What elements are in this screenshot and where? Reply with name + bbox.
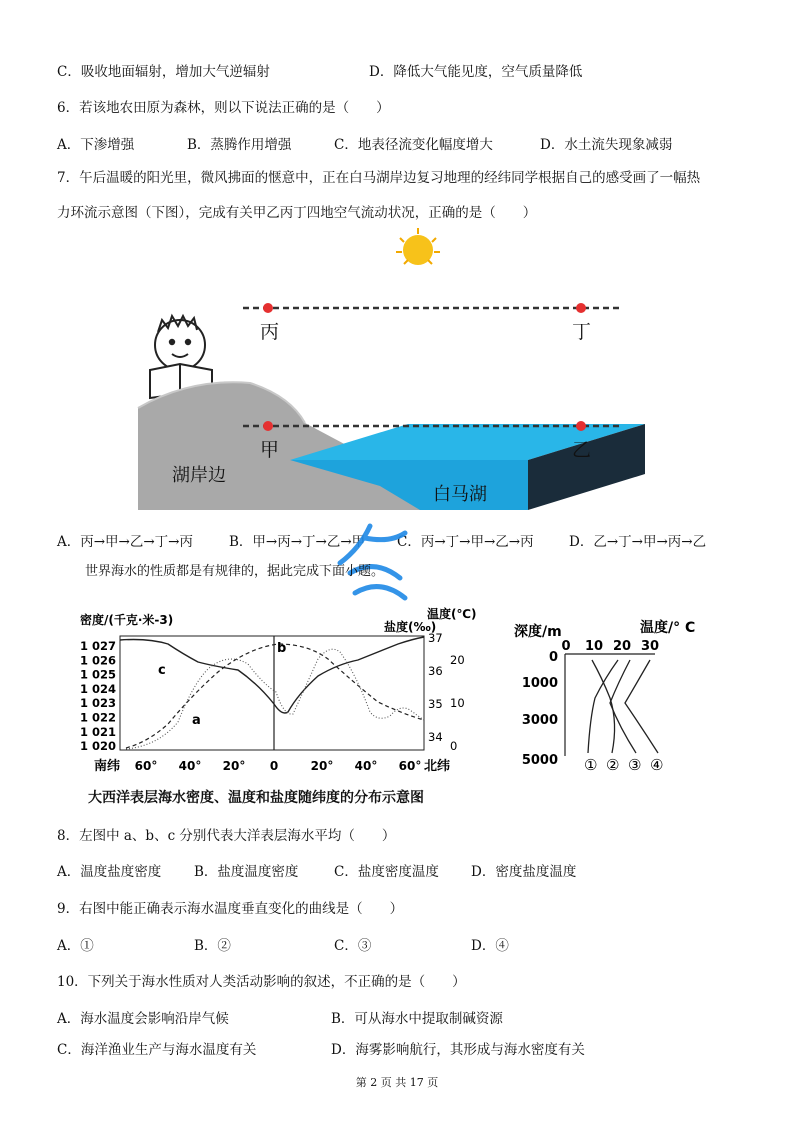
q10-option-d: D．海雾影响航行，其形成与海水密度有关 [331,1042,585,1058]
temperature-tick: 0 [450,739,458,753]
curve-b-label: b [277,641,287,656]
temp-axis-label: 温度(℃) [427,607,477,621]
x-tick: 0 [269,759,279,773]
curve-label: ③ [628,756,642,774]
q8-option-c: C．盐度密度温度 [334,864,439,880]
depth-chart-temp-tick: 10 [584,639,604,654]
x-left-label: 南纬 [94,759,121,774]
curve-b-line [126,644,424,748]
q9-option-b: B．② [194,938,231,954]
density-tick: 1 024 [80,681,117,696]
x-right-label: 北纬 [424,759,451,774]
q8-option-b: B．盐度温度密度 [194,864,299,880]
temperature-depth-chart [510,608,720,778]
depth-tick: 0 [548,650,558,665]
label-jia: 甲 [260,439,280,461]
point-ding [576,303,586,313]
depth-tick: 5000 [521,753,558,768]
label-ding: 丁 [572,321,592,343]
q9-option-a: A．① [57,938,94,954]
label-shore: 湖岸边 [172,465,226,486]
density-tick: 1 023 [80,696,117,711]
x-tick: 40° [178,759,202,773]
x-tick: 20° [310,759,334,773]
salinity-tick: 35 [428,697,443,711]
depth-tick: 1000 [521,676,558,691]
chart-frame [120,636,424,750]
curve-a-line [126,649,424,749]
temperature-tick: 10 [450,696,465,710]
q6-option-d: D．水土流失现象减弱 [540,137,673,153]
q10-stem: 10．下列关于海水性质对人类活动影响的叙述，不正确的是（ ） [57,974,466,990]
depth-chart-temp-tick: 30 [640,639,660,654]
temperature-tick: 20 [450,653,465,667]
density-tick: 1 020 [80,739,117,754]
q5-option-d: D．降低大气能见度，空气质量降低 [369,64,583,80]
point-yi [576,421,586,431]
salinity-axis-label: 盐度(‰) [384,620,437,634]
temp3-axis-label: 温度/° C [640,620,696,636]
label-lake: 白马湖 [433,484,487,505]
curve-label: ④ [650,756,664,774]
q6-stem: 6．若该地农田原为森林，则以下说法正确的是（ ） [57,100,390,116]
depth-axis-label: 深度/m [514,624,562,640]
density-tick: 1 027 [80,639,117,653]
label-yi: 乙 [572,439,592,461]
density-tick: 1 022 [80,710,117,725]
x-tick: 20° [222,759,246,773]
q7-option-d: D．乙→丁→甲→丙→乙 [569,534,707,550]
q5-option-c: C．吸收地面辐射，增加大气逆辐射 [57,64,270,80]
page-footer: 第 2 页 共 17 页 [355,1076,439,1089]
passage-intro: 世界海水的性质都是有规律的，据此完成下面小题。 [85,564,385,579]
q9-option-d: D．④ [471,938,509,954]
depth-chart-temp-tick: 0 [561,639,571,654]
x-tick: 60° [398,759,422,773]
thermal-circulation-figure [0,228,794,518]
sun-icon [396,228,440,265]
q10-option-a: A．海水温度会影响沿岸气候 [57,1011,229,1027]
q7-option-c: C．丙→丁→甲→乙→丙 [397,534,534,550]
depth-chart-temp-tick: 20 [612,639,632,654]
curve-c-label: c [158,663,166,678]
figure2-caption: 大西洋表层海水密度、温度和盐度随纬度的分布示意图 [88,790,424,806]
density-tick: 1 021 [80,724,117,739]
curve-label: ② [606,756,620,774]
q8-option-a: A．温度盐度密度 [57,864,162,880]
curve-a-label: a [192,713,201,728]
q7-stem-line2: 力环流示意图（下图），完成有关甲乙丙丁四地空气流动状况，正确的是（ ） [57,205,537,221]
density-tick: 1 025 [80,667,117,682]
label-bing: 丙 [260,321,280,343]
density-axis-label: 密度/(千克·米-3) [80,613,174,627]
q7-option-b: B．甲→丙→丁→乙→甲 [229,534,366,550]
q6-option-b: B．蒸腾作用增强 [187,137,292,153]
q10-option-c: C．海洋渔业生产与海水温度有关 [57,1042,257,1058]
q9-stem: 9．右图中能正确表示海水温度垂直变化的曲线是（ ） [57,901,404,917]
salinity-tick: 37 [428,631,443,645]
q8-option-d: D．密度盐度温度 [471,864,577,880]
q8-stem: 8．左图中 a、b、c 分别代表大洋表层海水平均（ ） [57,828,396,844]
salinity-tick: 34 [428,730,443,744]
curve-label: ① [584,756,598,774]
point-jia [263,421,273,431]
q7-option-a: A．丙→甲→乙→丁→丙 [57,534,193,550]
density-tick: 1 026 [80,653,117,668]
x-tick: 40° [354,759,378,773]
q9-option-c: C．③ [334,938,372,954]
x-tick: 60° [134,759,158,773]
q7-stem-line1: 7．午后温暖的阳光里，微风拂面的惬意中，正在白马湖岸边复习地理的经纬同学根据自己的感受画了一幅热 [57,170,701,186]
q6-option-c: C．地表径流变化幅度增大 [334,137,493,153]
depth-tick: 3000 [521,713,558,728]
point-bing [263,303,273,313]
curve-4 [625,660,658,753]
salinity-tick: 36 [428,664,443,678]
q10-option-b: B．可从海水中提取制碱资源 [331,1011,503,1027]
q6-option-a: A．下渗增强 [57,137,135,153]
atlantic-surface-chart [78,604,498,794]
